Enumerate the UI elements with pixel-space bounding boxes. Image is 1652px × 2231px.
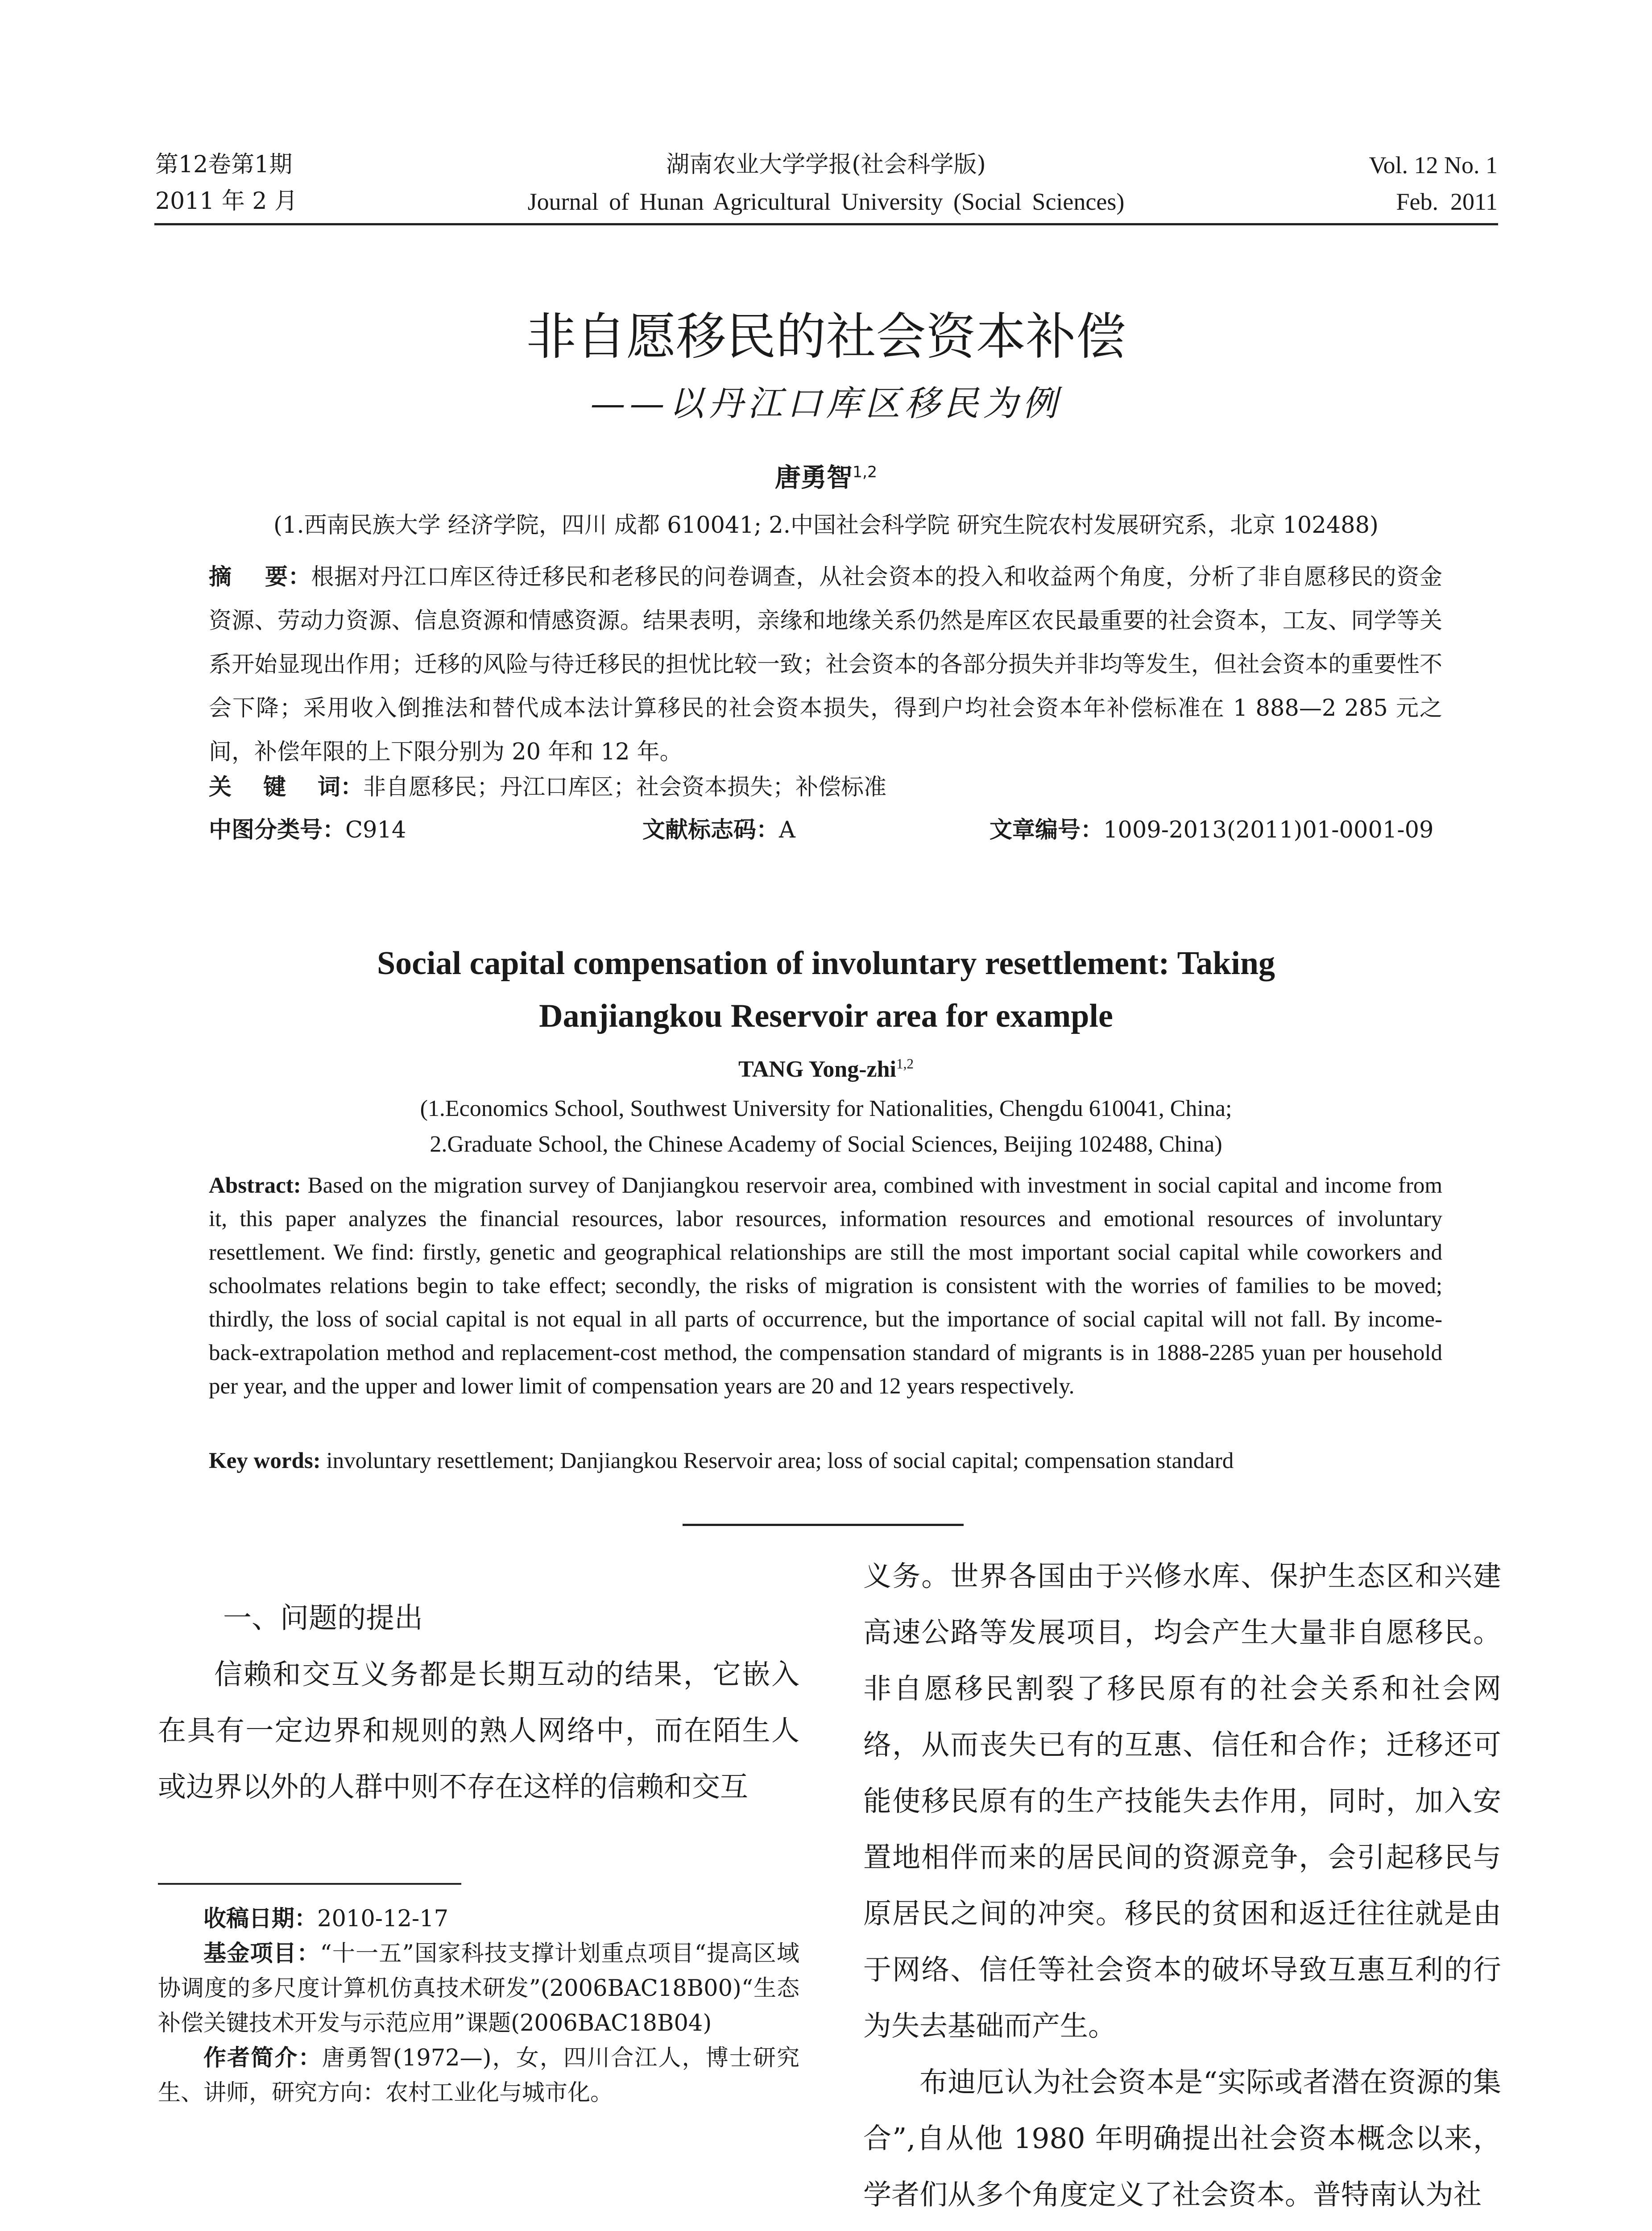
fund-label: 基金项目： (203, 1941, 320, 1967)
article-number (990, 811, 1433, 844)
footnote-rule (158, 1883, 461, 1885)
separator-rule (683, 1524, 964, 1526)
footnote-author (158, 2041, 799, 2111)
title-en (0, 937, 1652, 1042)
affiliation-en-line1: (1.Economics School, Southwest University for Nationalities, Chengdu 610041, China; (420, 1096, 1232, 1121)
keywords-cn-label: 关 键 词： (209, 774, 364, 800)
affiliation-cn: (1.西南民族大学 经济学院，四川 成都 610041; 2.中国社会科学院 研究生院农村发展研究系，北京 102488) (273, 512, 1379, 539)
clc-label: 中图分类号： (209, 817, 346, 843)
footnote-fund (158, 1937, 799, 2041)
header-rule (154, 223, 1498, 225)
author-bio-label: 作者简介： (203, 2045, 322, 2071)
keywords-en (209, 1448, 1442, 1474)
keywords-cn (209, 766, 1442, 809)
received-label: 收稿日期： (203, 1906, 318, 1932)
fund-value: “十一五”国家科技支撑计划重点项目“提高区域协调度的多尺度计算机仿真技术研发”(2006BAC18B00)“生态补偿关键技术开发与示范应用”课题(2006BAC18B04) (158, 1941, 799, 2036)
right-paragraph-2: 布迪厄认为社会资本是“实际或者潜在资源的集合”,自从他 1980 年明确提出社会资本概念以来，学者们从多个角度定义了社会资本。普特南认为社 (863, 2066, 1501, 2211)
author-name-en: TANG Yong-zhi (738, 1057, 896, 1082)
author-en (0, 1056, 1652, 1082)
document-code (642, 811, 795, 844)
clc-number (209, 811, 406, 844)
author-sup-cn: 1,2 (852, 463, 878, 481)
right-column-body (863, 1548, 1501, 2223)
abstract-cn (209, 556, 1442, 774)
abstract-en-label: Abstract: (209, 1173, 301, 1198)
title-en-line1: Social capital compensation of involuntary resettlement: Taking (377, 945, 1275, 982)
page-subtitle: ——以丹江口库区移民为例 (590, 384, 1062, 424)
author-sup-en: 1,2 (896, 1056, 914, 1072)
doc-code-value: A (779, 817, 795, 843)
header-date: 2011 年 2 月 (155, 188, 298, 215)
author-bio-value: 唐勇智(1972—)，女，四川合江人，博士研究生、讲师，研究方向：农村工业化与城市化。 (158, 2045, 799, 2106)
left-column-body (158, 1646, 799, 1815)
keywords-en-text: involuntary resettlement; Danjiangkou Reservoir area; loss of social capital; compensation standard (320, 1448, 1234, 1473)
header-date-en: Feb. 2011 (1396, 188, 1498, 215)
footnote-received (158, 1902, 799, 1937)
received-value: 2010-12-17 (317, 1906, 449, 1932)
keywords-cn-text: 非自愿移民；丹江口库区；社会资本损失；补偿标准 (363, 774, 887, 800)
abstract-cn-label: 摘 要： (209, 564, 311, 590)
header-journal-cn: 湖南农业大学学报(社会科学版) (666, 151, 986, 178)
header-journal-en: Journal of Hunan Agricultural University (Social Sciences) (527, 188, 1125, 215)
abstract-cn-text: 根据对丹江口库区待迁移民和老移民的问卷调查，从社会资本的投入和收益两个角度，分析了非自愿移民的资金资源、劳动力资源、信息资源和情感资源。结果表明，亲缘和地缘关系仍然是库区农民最重要的社会资本，工友、同学等关系开始显现出作用；迁移的风险与待迁移民的担忧比较一致；社会资本的各部分损失并非均等发生，但社会资本的重要性不会下降；采用收入倒推法和替代成本法计算移民的社会资本损失，得到户均社会资本年补偿标准在 1 888—2 285 元之间，补偿年限的上下限分别为 20 年和 12 年。 (209, 564, 1442, 765)
keywords-en-label: Key words: (209, 1448, 321, 1473)
doc-code-label: 文献标志码： (642, 817, 779, 843)
author-cn (0, 456, 1652, 494)
section-heading: 一、问题的提出 (223, 1602, 423, 1635)
abstract-en (209, 1169, 1442, 1403)
clc-value: C914 (345, 817, 406, 843)
footnotes (158, 1902, 799, 2111)
page-title: 非自愿移民的社会资本补偿 (526, 308, 1126, 366)
title-en-line2: Danjiangkou Reservoir area for example (539, 998, 1113, 1034)
left-paragraph: 信赖和交互义务都是长期互动的结果，它嵌入在具有一定边界和规则的熟人网络中，而在陌生人或边界以外的人群中则不存在这样的信赖和交互 (158, 1658, 799, 1803)
article-number-value: 1009-2013(2011)01-0001-09 (1103, 817, 1434, 843)
article-number-label: 文章编号： (990, 817, 1104, 843)
header-volume: 第12卷第1期 (155, 151, 293, 178)
affiliation-en-line2: 2.Graduate School, the Chinese Academy of Social Sciences, Beijing 102488, China) (430, 1132, 1222, 1157)
right-paragraph-1: 义务。世界各国由于兴修水库、保护生态区和兴建高速公路等发展项目，均会产生大量非自愿移民。非自愿移民割裂了移民原有的社会关系和社会网络，从而丧失已有的互惠、信任和合作；迁移还可能使移民原有的生产技能失去作用，同时，加入安置地相伴而来的居民间的资源竞争，会引起移民与原居民之间的冲突。移民的贫困和返迁往往就是由于网络、信任等社会资本的破坏导致互惠互利的行为失去基础而产生。 (863, 1560, 1501, 2042)
author-name-cn: 唐勇智 (774, 462, 853, 493)
header-vol-en: Vol. 12 No. 1 (1369, 152, 1498, 178)
abstract-en-text: Based on the migration survey of Danjiangkou reservoir area, combined with investment in social capital and income from it, this paper analyzes the financial resources, labor resources, information resources and emotional resources of involuntary resettlement. We find: firstly, genetic and geographical relationships are still the most important social capital while coworkers and schoolmates relations begin to take effect; secondly, the risks of migration is consistent with the worries of families to be moved; thirdly, the loss of social capital is not equal in all parts of occurrence, but the importance of social capital will not fall. By income-back-extrapolation method and replacement-cost method, the compensation standard of migrants is in 1888-2285 yuan per household per year, and the upper and lower limit of compensation years are 20 and 12 years respectively. (209, 1173, 1442, 1399)
